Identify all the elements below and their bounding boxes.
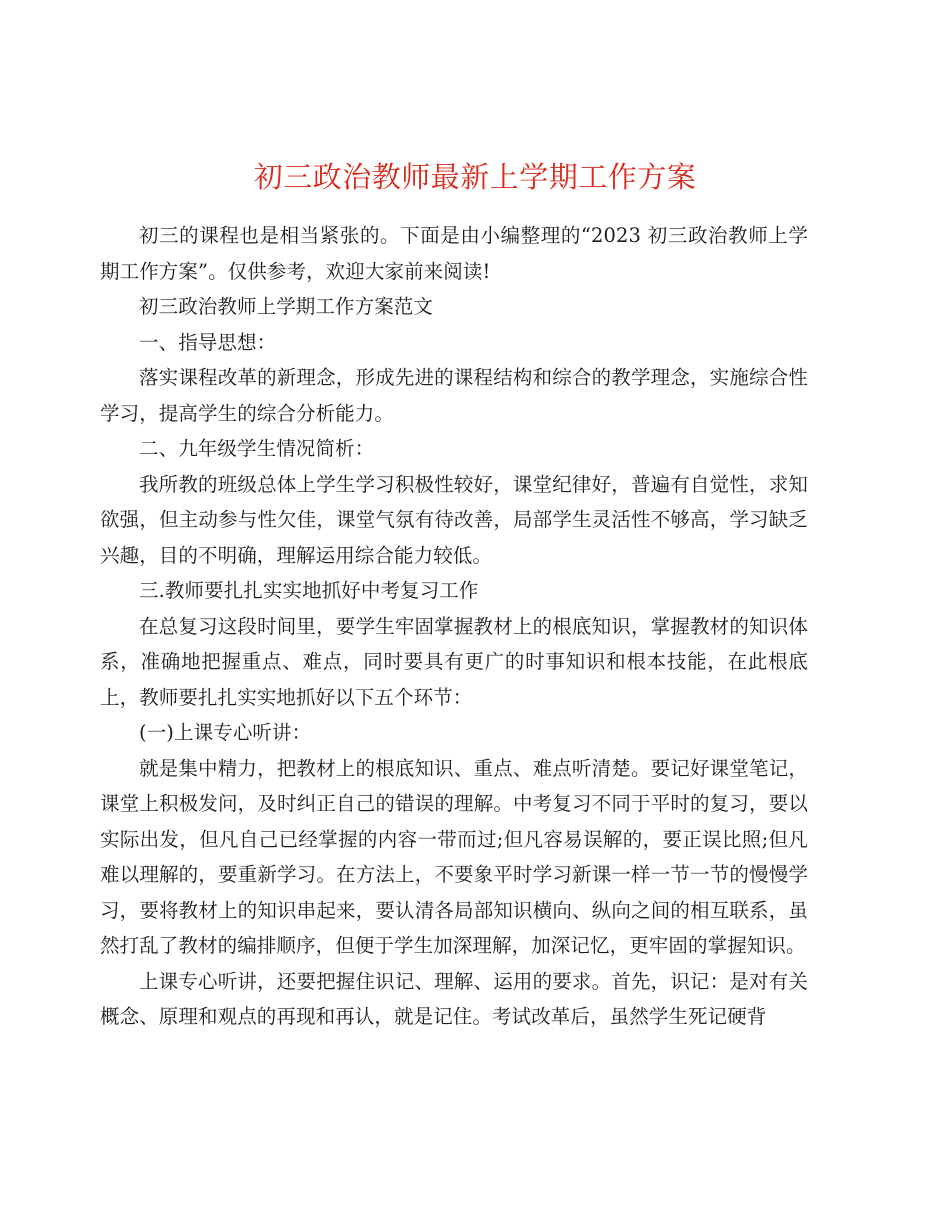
paragraph: 在总复习这段时间里，要学生牢固掌握教材上的根底知识，掌握教材的知识体系，准确地把握重点、难点，同时要具有更广的时事知识和根本技能，在此根底上，教师要扎扎实实地抓好以下五个环节： <box>100 614 808 709</box>
paragraph: 二、九年级学生情况简析： <box>139 437 375 460</box>
paragraph: 初三的课程也是相当紧张的。下面是由小编整理的“2023 初三政治教师上学期工作方案”。仅供参考，欢迎大家前来阅读! <box>100 224 808 283</box>
paragraph: 我所教的班级总体上学生学习积极性较好，课堂纪律好，普遍有自觉性，求知欲强，但主动参与性欠佳，课堂气氛有待改善，局部学生灵活性不够高，学习缺乏兴趣，目的不明确，理解运用综合能力较低。 <box>100 472 808 567</box>
paragraph: 落实课程改革的新理念，形成先进的课程结构和综合的教学理念，实施综合性学习，提高学生的综合分析能力。 <box>100 366 808 425</box>
paragraph: 上课专心听讲，还要把握住识记、理解、运用的要求。首先，识记：是对有关概念、原理和观点的再现和再认，就是记住。考试改革后，虽然学生死记硬背 <box>100 969 808 1028</box>
document-body <box>100 218 808 1035</box>
paragraph: 一、指导思想： <box>139 330 277 354</box>
paragraph: 初三政治教师上学期工作方案范文 <box>139 295 434 318</box>
paragraph: 三.教师要扎扎实实地抓好中考复习工作 <box>139 579 479 602</box>
paragraph: 就是集中精力，把教材上的根底知识、重点、难点听清楚。要记好课堂笔记，课堂上积极发问，及时纠正自己的错误的理解。中考复习不同于平时的复习，要以实际出发，但凡自己已经掌握的内容一带而过;但凡容易误解的，要正误比照;但凡难以理解的，要重新学习。在方法上，不要象平时学习新课一样一节一节的慢慢学习，要将教材上的知识串起来，要认清各局部知识横向、纵向之间的相互联系，虽然打乱了教材的编排顺序，但便于学生加深理解，加深记忆，更牢固的掌握知识。 <box>100 756 808 957</box>
page-bottom-whitespace <box>0 1080 950 1230</box>
page-title: 初三政治教师最新上学期工作方案 <box>253 160 697 195</box>
paragraph: (一)上课专心听讲： <box>139 721 312 744</box>
